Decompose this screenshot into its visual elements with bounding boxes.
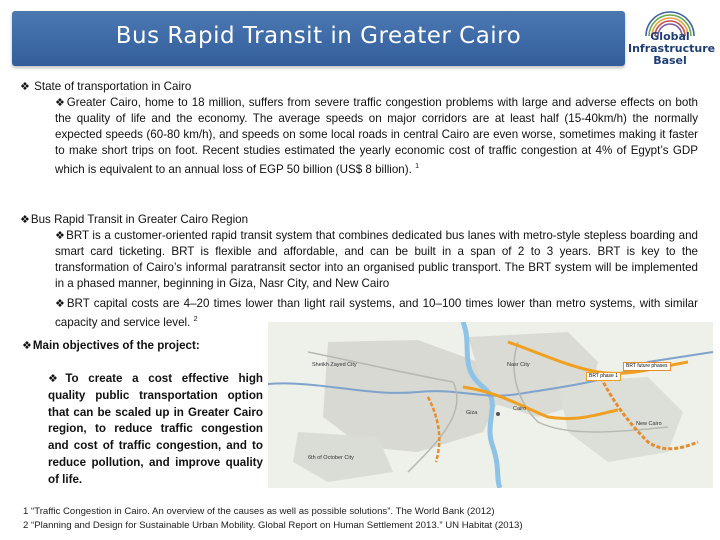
map-tag-brt-phase-1: BRT phase 1	[586, 372, 621, 381]
global-infrastructure-basel-logo	[628, 8, 716, 72]
state-body: Greater Cairo, home to 18 million, suffers from severe traffic congestion problems with large and adverse effects on both the quality of life and the economy. The average speeds on major corridors are at least half (15-40km/h) the normally expected speeds (60-80 km/h), and speeds on some local roads in central Cairo are even worse, sometimes making it faster to make short trips on foot. Recent studies estimated the yearly economic cost of traffic congestion at 4% of Egypt’s GDP which is equivalent to an annual loss of EGP 50 billion (US$ 8 billion).	[55, 96, 698, 176]
map-label-giza: Giza	[466, 410, 478, 416]
footnote-2-number: 2	[23, 520, 29, 531]
map-label-sheikh-zayed: Sheikh Zayed City	[312, 362, 357, 368]
state-paragraph	[55, 95, 698, 178]
slide-title: Bus Rapid Transit in Greater Cairo	[115, 23, 522, 49]
footnote-2	[23, 519, 523, 532]
logo-text-line-3: Basel	[653, 54, 687, 67]
diamond-bullet-icon: ❖	[48, 373, 65, 385]
brt-heading-line	[20, 212, 620, 228]
objectives-paragraph	[48, 371, 263, 489]
brt-body-1: BRT is a customer-oriented rapid transit system that combines dedicated bus lanes with metro-style stepless boarding and smart card ticketing. BRT is flexible and affordable, and can be built in a span of 2 to 3 years. BRT is key to the transformation of Cairo’s informal paratransit sector into an organised public transport. The BRT system will be implemented in a phased manner, beginning in Giza, Nasr City, and New Cairo	[55, 229, 698, 290]
footnote-1-text: “Traffic Congestion in Cairo. An overview of the causes as well as possible solutions”. The World Bank (2012)	[31, 506, 495, 517]
objectives-heading: Main objectives of the project:	[32, 339, 200, 352]
brt-route-map	[268, 322, 713, 488]
diamond-bullet-icon: ❖	[55, 97, 66, 109]
diamond-bullet-icon: ❖	[20, 81, 30, 93]
state-heading: State of transportation in Cairo	[34, 80, 192, 93]
footnote-1-number: 1	[23, 506, 29, 517]
state-heading-line	[20, 79, 620, 95]
objectives-heading-line	[22, 338, 262, 354]
map-label-cairo: Cairo	[513, 406, 527, 412]
brt-paragraph-1	[55, 228, 698, 292]
diamond-bullet-icon: ❖	[55, 298, 66, 310]
diamond-bullet-icon: ❖	[20, 214, 30, 226]
footnote-1	[23, 505, 495, 518]
brt-heading: Bus Rapid Transit in Greater Cairo Region	[30, 213, 249, 226]
map-drawing	[268, 322, 713, 488]
map-label-nasr-city: Nasr City	[507, 362, 530, 368]
objectives-body: To create a cost effective high quality public transportation option that can be scaled up in Greater Cairo region, to reduce traffic congestion and cost of traffic congestion, and to reduce pollution, and improve quality of life.	[48, 372, 263, 486]
brt-body-2: BRT capital costs are 4–20 times lower than light rail systems, and 10–100 times lower than metro systems, with similar capacity and service level.	[55, 297, 698, 329]
logo-text-line-1: Global	[650, 30, 690, 43]
brt-footnote-ref: 2	[193, 316, 198, 323]
title-bar	[12, 11, 625, 66]
state-footnote-ref: 1	[415, 163, 419, 170]
diamond-bullet-icon: ❖	[22, 340, 32, 352]
diamond-bullet-icon: ❖	[55, 230, 66, 242]
footnote-2-text: “Planning and Design for Sustainable Urban Mobility. Global Report on Human Settlement 2013.” UN Habitat (2013)	[31, 520, 523, 531]
map-tag-brt-future: BRT future phases	[623, 362, 671, 371]
map-label-new-cairo: New Cairo	[636, 421, 662, 427]
map-label-6th-october: 6th of October City	[308, 455, 354, 461]
logo-text-line-2: Infrastructure	[628, 42, 716, 55]
